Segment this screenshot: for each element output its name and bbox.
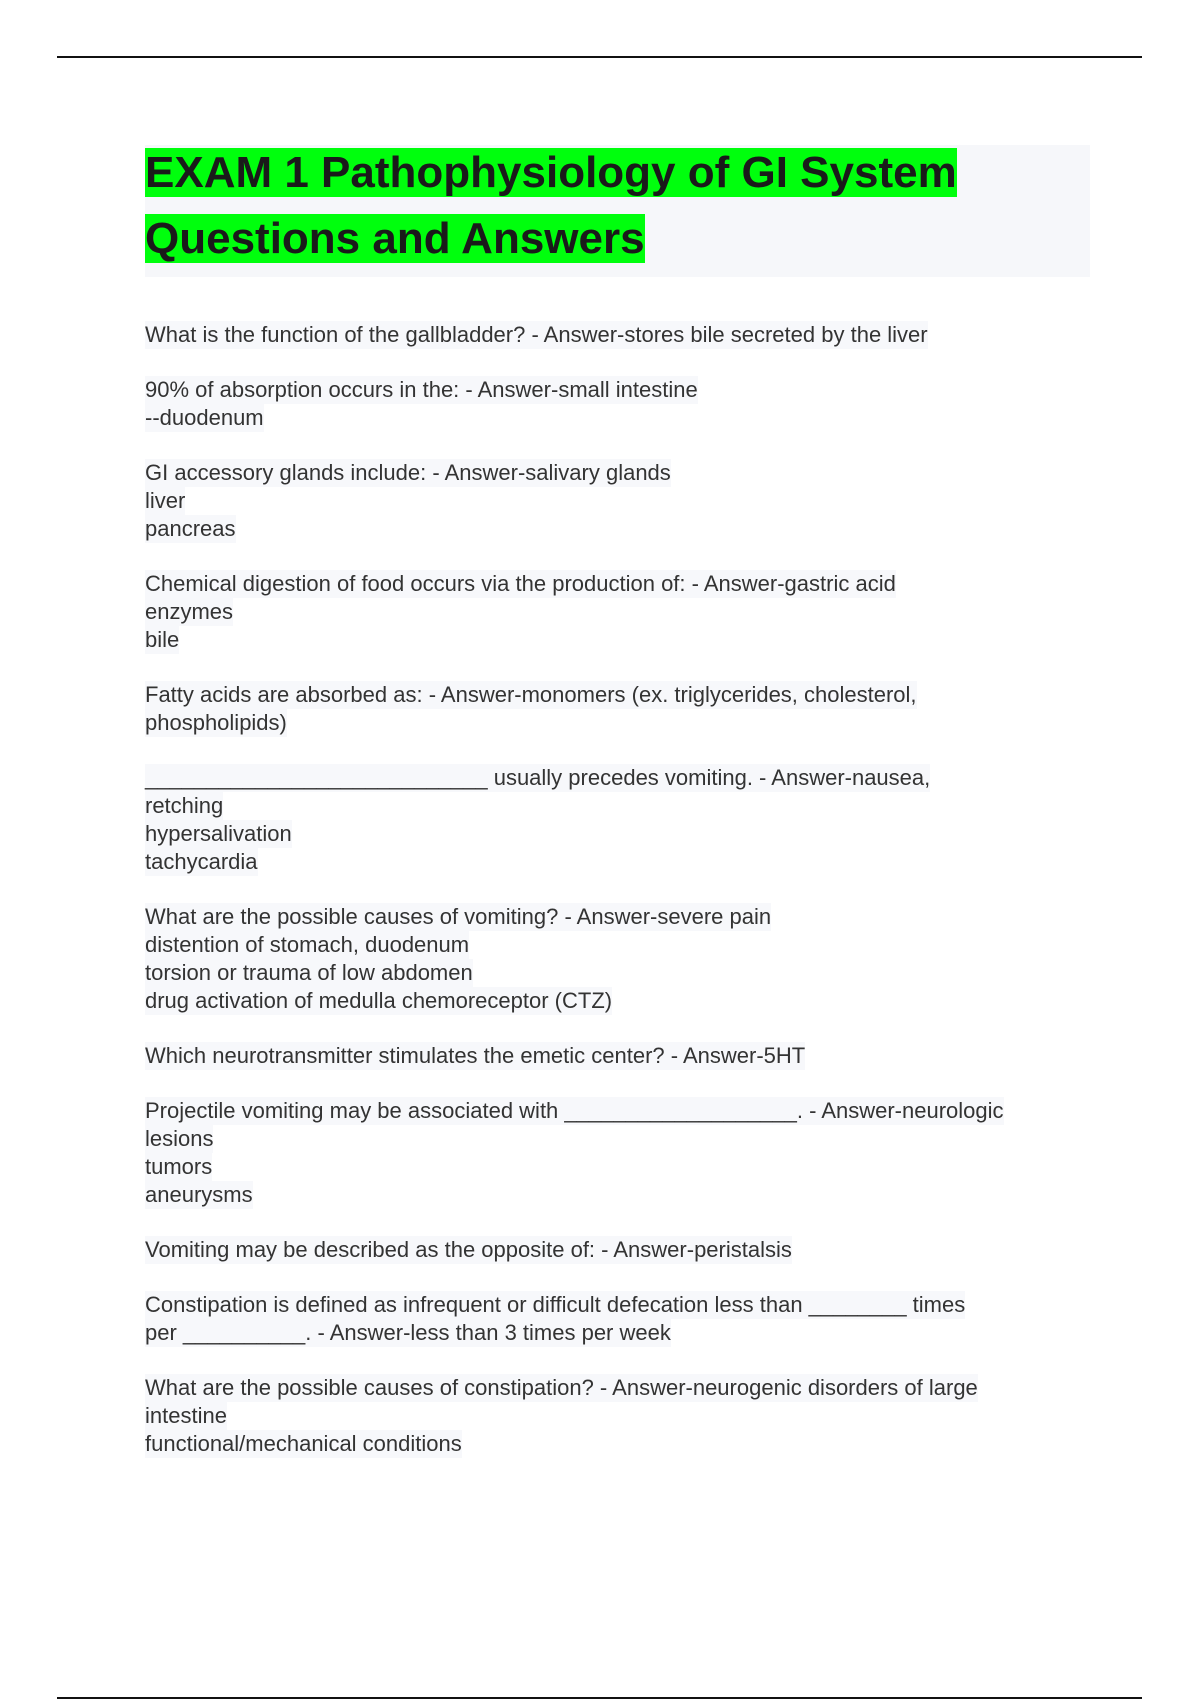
qa-answer-line: aneurysms bbox=[145, 1182, 253, 1207]
qa-answer-line: tachycardia bbox=[145, 849, 258, 874]
qa-item bbox=[145, 321, 1090, 349]
qa-answer-line: functional/mechanical conditions bbox=[145, 1431, 462, 1456]
qa-answer-line: bile bbox=[145, 627, 180, 652]
qa-question-line: GI accessory glands include: - Answer-salivary glands bbox=[145, 460, 671, 485]
qa-item bbox=[145, 764, 1090, 876]
qa-answer-line: enzymes bbox=[145, 599, 234, 624]
qa-answer-line: intestine bbox=[145, 1403, 227, 1428]
qa-answer-line: phospholipids) bbox=[145, 710, 287, 735]
qa-answer-line: --duodenum bbox=[145, 405, 264, 430]
qa-item bbox=[145, 1374, 1090, 1458]
qa-answer-line: drug activation of medulla chemoreceptor (CTZ) bbox=[145, 988, 613, 1013]
qa-question-line: What is the function of the gallbladder? - Answer-stores bile secreted by the liver bbox=[145, 322, 928, 347]
qa-question-line: What are the possible causes of constipation? - Answer-neurogenic disorders of large bbox=[145, 1375, 978, 1400]
document-title bbox=[145, 145, 1090, 277]
qa-question-line: ____________________________ usually precedes vomiting. - Answer-nausea, bbox=[145, 765, 931, 790]
qa-answer-line: distention of stomach, duodenum bbox=[145, 932, 470, 957]
qa-question-line: Vomiting may be described as the opposite of: - Answer-peristalsis bbox=[145, 1237, 792, 1262]
title-line-1: EXAM 1 Pathophysiology of GI System bbox=[145, 148, 957, 197]
qa-answer-line: per __________. - Answer-less than 3 times per week bbox=[145, 1320, 671, 1345]
qa-item bbox=[145, 903, 1090, 1015]
title-line-2: Questions and Answers bbox=[145, 214, 645, 263]
qa-item bbox=[145, 376, 1090, 432]
qa-question-line: Fatty acids are absorbed as: - Answer-monomers (ex. triglycerides, cholesterol, bbox=[145, 682, 917, 707]
qa-question-line: What are the possible causes of vomiting? - Answer-severe pain bbox=[145, 904, 772, 929]
qa-item bbox=[145, 1042, 1090, 1070]
qa-item bbox=[145, 1097, 1090, 1209]
qa-answer-line: hypersalivation bbox=[145, 821, 292, 846]
qa-answer-line: retching bbox=[145, 793, 224, 818]
qa-item bbox=[145, 459, 1090, 543]
document-body bbox=[145, 145, 1090, 1485]
qa-answer-line: torsion or trauma of low abdomen bbox=[145, 960, 473, 985]
qa-answer-line: liver bbox=[145, 488, 186, 513]
header-rule bbox=[57, 56, 1142, 58]
footer-rule bbox=[57, 1697, 1142, 1699]
qa-question-line: Projectile vomiting may be associated with ___________________. - Answer-neurologic bbox=[145, 1098, 1004, 1123]
qa-item bbox=[145, 1236, 1090, 1264]
qa-list bbox=[145, 321, 1090, 1458]
qa-item bbox=[145, 1291, 1090, 1347]
qa-answer-line: pancreas bbox=[145, 516, 236, 541]
qa-item bbox=[145, 570, 1090, 654]
qa-question-line: Constipation is defined as infrequent or difficult defecation less than ________ times bbox=[145, 1292, 966, 1317]
qa-question-line: Chemical digestion of food occurs via the production of: - Answer-gastric acid bbox=[145, 571, 896, 596]
qa-item bbox=[145, 681, 1090, 737]
qa-answer-line: tumors bbox=[145, 1154, 213, 1179]
qa-question-line: 90% of absorption occurs in the: - Answer-small intestine bbox=[145, 377, 698, 402]
qa-question-line: Which neurotransmitter stimulates the emetic center? - Answer-5HT bbox=[145, 1043, 806, 1068]
qa-answer-line: lesions bbox=[145, 1126, 214, 1151]
